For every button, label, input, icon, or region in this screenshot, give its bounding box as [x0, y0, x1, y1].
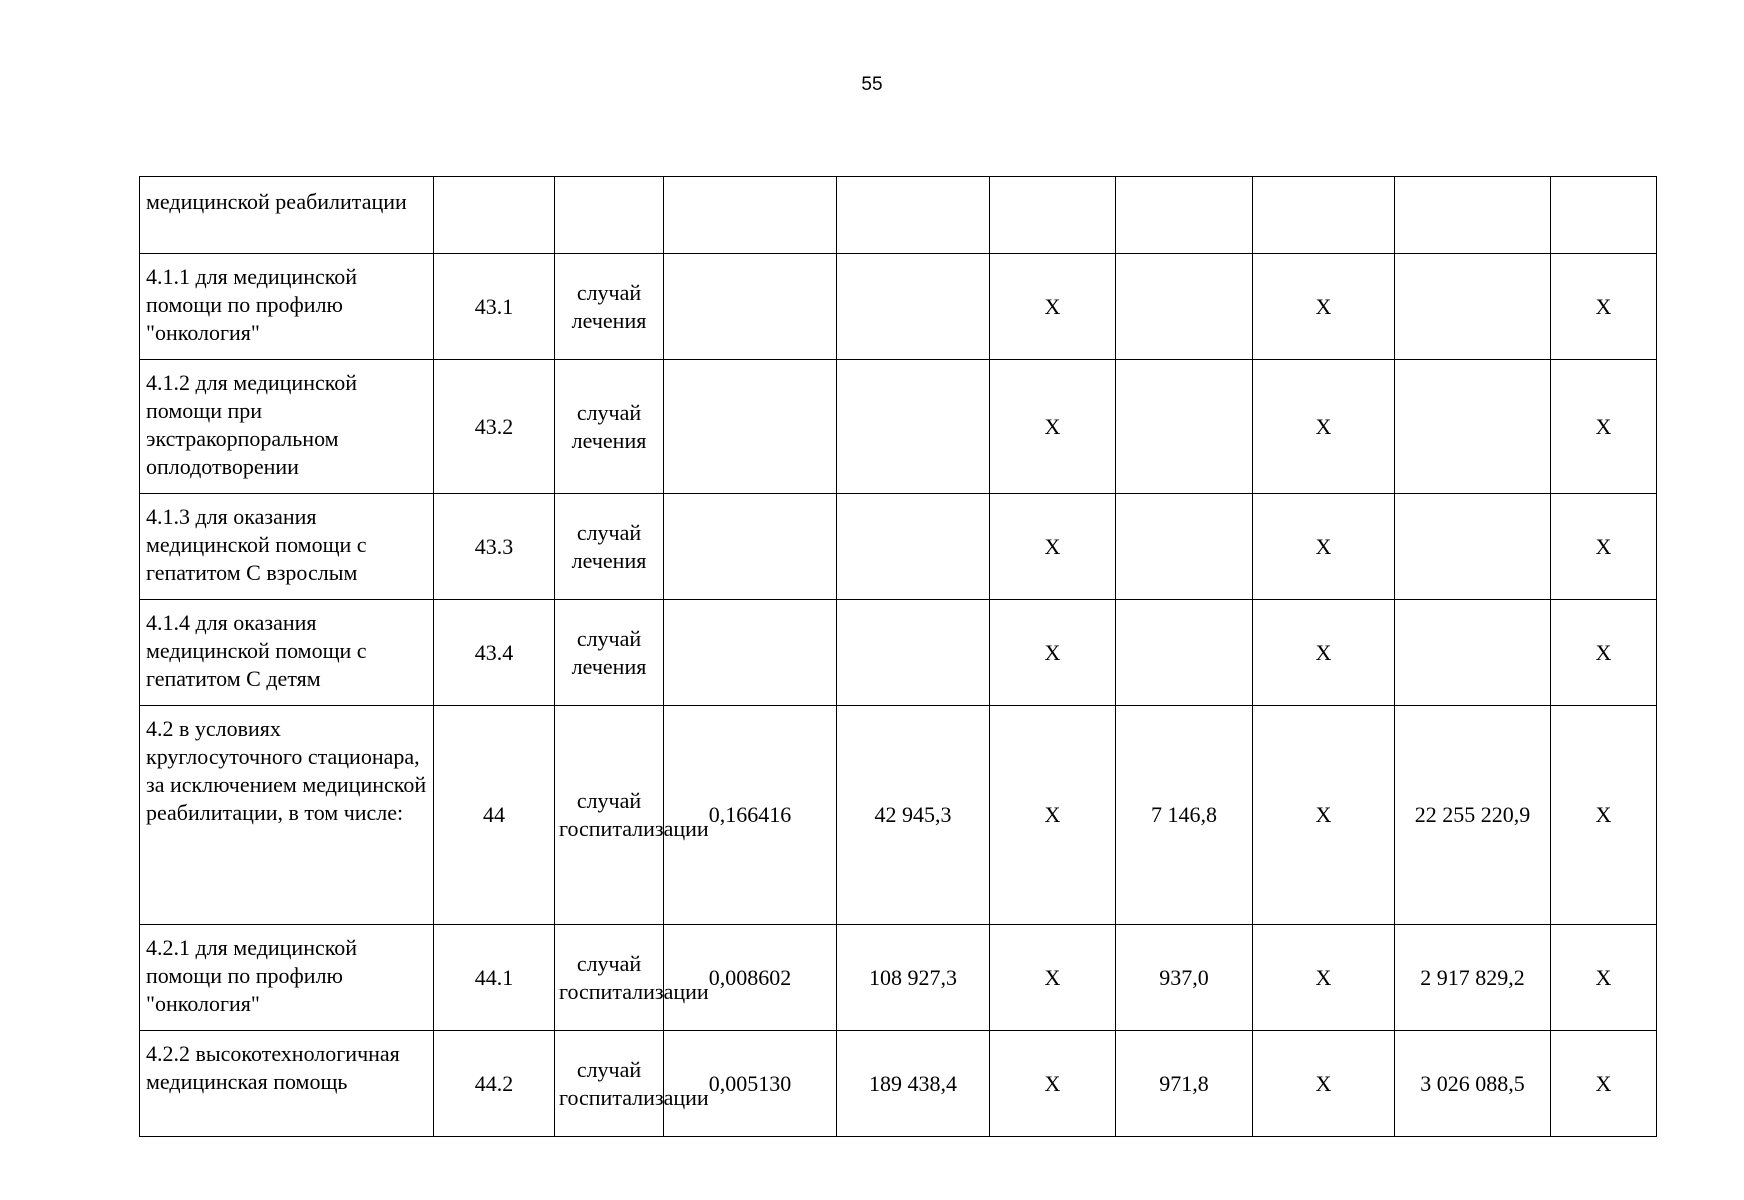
normative-cost: [837, 177, 990, 254]
unit-cell: случай госпитализации: [555, 706, 664, 925]
normative-cost: [837, 600, 990, 706]
line-number: 44.2: [434, 1031, 555, 1137]
unit-cell: случай лечения: [555, 494, 664, 600]
line-number: 43.1: [434, 254, 555, 360]
normative-cost: [837, 254, 990, 360]
row-name: 4.1.4 для оказания медицинской помощи с гепатитом С детям: [140, 600, 434, 706]
table-row: [140, 494, 1657, 600]
oms-per-capita: 7 146,8: [1116, 706, 1253, 925]
normative-cost: 42 945,3: [837, 706, 990, 925]
oms-per-capita: [1116, 360, 1253, 494]
table-row: [140, 360, 1657, 494]
oms-per-capita: 971,8: [1116, 1031, 1253, 1137]
budget-per-capita: X: [990, 925, 1116, 1031]
row-name: 4.2.2 высокотехнологичная медицинская помощь: [140, 1031, 434, 1137]
unit-cell: случай лечения: [555, 360, 664, 494]
share-cell: X: [1551, 360, 1657, 494]
financing-table: [139, 176, 1657, 1137]
unit-cell: [555, 177, 664, 254]
budget-per-capita: X: [990, 254, 1116, 360]
table-row: [140, 177, 1657, 254]
normative-cost: 189 438,4: [837, 1031, 990, 1137]
row-name: 4.1.1 для медицинской помощи по профилю "онкология": [140, 254, 434, 360]
oms-total: [1395, 254, 1551, 360]
budget-total: [1253, 177, 1395, 254]
budget-total: X: [1253, 600, 1395, 706]
budget-per-capita: X: [990, 706, 1116, 925]
normative-volume: 0,005130: [664, 1031, 837, 1137]
unit-cell: случай лечения: [555, 254, 664, 360]
line-number: 44: [434, 706, 555, 925]
oms-total: [1395, 600, 1551, 706]
table-row: [140, 1031, 1657, 1137]
budget-total: X: [1253, 494, 1395, 600]
oms-per-capita: [1116, 177, 1253, 254]
oms-total: 3 026 088,5: [1395, 1031, 1551, 1137]
row-name: 4.2 в условиях круглосуточного стационара, за исключением медицинской реабилитации, в том числе:: [140, 706, 434, 925]
row-name: 4.1.3 для оказания медицинской помощи с гепатитом С взрослым: [140, 494, 434, 600]
row-name: медицинской реабилитации: [140, 177, 434, 254]
share-cell: X: [1551, 1031, 1657, 1137]
unit-cell: случай госпитализации: [555, 925, 664, 1031]
normative-volume: 0,166416: [664, 706, 837, 925]
share-cell: X: [1551, 254, 1657, 360]
normative-cost: [837, 494, 990, 600]
oms-total: [1395, 360, 1551, 494]
budget-total: X: [1253, 706, 1395, 925]
line-number: 43.4: [434, 600, 555, 706]
unit-cell: случай лечения: [555, 600, 664, 706]
budget-total: X: [1253, 925, 1395, 1031]
share-cell: X: [1551, 600, 1657, 706]
share-cell: X: [1551, 706, 1657, 925]
budget-per-capita: [990, 177, 1116, 254]
oms-total: 2 917 829,2: [1395, 925, 1551, 1031]
share-cell: X: [1551, 925, 1657, 1031]
share-cell: [1551, 177, 1657, 254]
budget-per-capita: X: [990, 600, 1116, 706]
line-number: 44.1: [434, 925, 555, 1031]
line-number: 43.3: [434, 494, 555, 600]
budget-per-capita: X: [990, 1031, 1116, 1137]
normative-volume: [664, 494, 837, 600]
oms-per-capita: [1116, 600, 1253, 706]
unit-cell: случай госпитализации: [555, 1031, 664, 1137]
line-number: [434, 177, 555, 254]
normative-cost: 108 927,3: [837, 925, 990, 1031]
oms-per-capita: [1116, 254, 1253, 360]
line-number: 43.2: [434, 360, 555, 494]
normative-cost: [837, 360, 990, 494]
row-name: 4.2.1 для медицинской помощи по профилю "онкология": [140, 925, 434, 1031]
budget-per-capita: X: [990, 360, 1116, 494]
table-row: [140, 600, 1657, 706]
budget-total: X: [1253, 1031, 1395, 1137]
normative-volume: [664, 254, 837, 360]
oms-total: [1395, 494, 1551, 600]
table-row: [140, 706, 1657, 925]
normative-volume: [664, 360, 837, 494]
oms-total: [1395, 177, 1551, 254]
oms-total: 22 255 220,9: [1395, 706, 1551, 925]
budget-total: X: [1253, 254, 1395, 360]
normative-volume: [664, 177, 837, 254]
normative-volume: [664, 600, 837, 706]
normative-volume: 0,008602: [664, 925, 837, 1031]
page-number: 55: [861, 74, 883, 95]
budget-total: X: [1253, 360, 1395, 494]
share-cell: X: [1551, 494, 1657, 600]
budget-per-capita: X: [990, 494, 1116, 600]
oms-per-capita: 937,0: [1116, 925, 1253, 1031]
table-row: [140, 254, 1657, 360]
oms-per-capita: [1116, 494, 1253, 600]
row-name: 4.1.2 для медицинской помощи при экстракорпоральном оплодотворении: [140, 360, 434, 494]
table-row: [140, 925, 1657, 1031]
